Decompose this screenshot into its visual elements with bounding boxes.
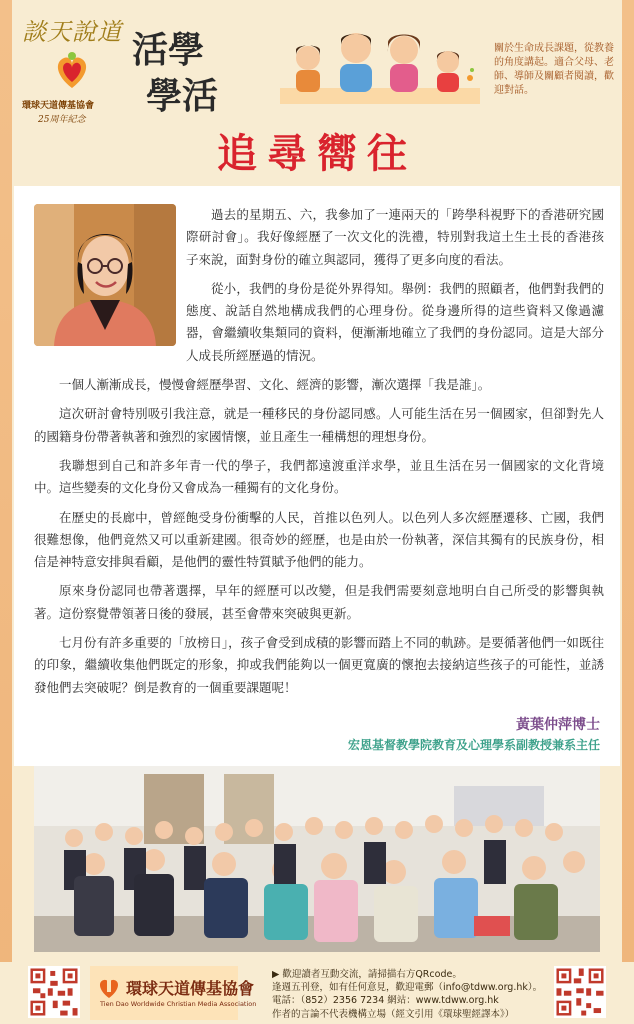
anniversary-emblem-icon [50, 48, 94, 92]
photo-spacer [34, 204, 186, 360]
footer-contact-info [272, 968, 552, 1021]
intro-note: 關於生命成長課題，從教養的角度講起。適合父母、老師、導師及關顧者閱讀，歡迎對話。 [494, 43, 614, 96]
family-illustration-icon [280, 18, 480, 104]
column-title [132, 18, 282, 118]
paragraph: 我聯想到自己和許多年青一代的學子，我們都遠渡重洋求學，並且生活在另一個國家的文化背境中。這些變奏的文化身份又會成為一種獨有的文化身份。 [34, 457, 604, 496]
header-org-name: 環球天道傳基協會 [22, 101, 95, 111]
footer-line: 逢週五刊登，如有任何意見，歡迎電郵（info@tdww.org.hk）。 [272, 982, 543, 994]
footer-org-name-en: Tien Dao Worldwide Christian Media Association [100, 1000, 257, 1008]
footer-org-name: 環球天道傳基協會 [126, 979, 255, 998]
column-title-line1: 活學 [132, 29, 205, 71]
group-photo [34, 766, 600, 952]
author-title: 宏恩基督教學院教育及心理學系副教授兼系主任 [347, 738, 600, 752]
author-name: 黃葉仲萍博士 [516, 717, 600, 733]
paragraph: 一個人漸漸成長，慢慢會經歷學習、文化、經濟的影響，漸次選擇「我是誰」。 [59, 377, 491, 393]
qr-code-icon[interactable] [554, 966, 606, 1018]
article-headline: 追尋嚮往 [217, 130, 417, 177]
footer-line: ▶ 歡迎讀者互動交流，請掃描右方QRcode。 [272, 969, 462, 980]
paragraph: 原來身份認同也帶著選擇，早年的經歷可以改變，但是我們需要刻意地明白自己所受的影響與執著。這份察覺帶領著日後的發展，甚至會帶來突破與更新。 [34, 583, 604, 621]
paragraph: 這次研討會特別吸引我注意，就是一種移民的身份認同感。人可能生活在另一個國家，但卻對先人的國籍身份帶著執著和強烈的家國情懷，並且產生一種構想的理想身份。 [34, 406, 604, 444]
column-title-line2: 學活 [146, 75, 219, 117]
paragraph: 七月份有許多重要的「放榜日」，孩子會受到成積的影響而踏上不同的軌跡。是要循著他們一如既往的印象，繼續收集他們既定的形象，抑或我們能夠以一個更寬廣的懷抱去接納這些孩子的可能性，並誘發他們去突破呢？倒是教育的一個重要課題呢！ [34, 635, 604, 695]
series-name: 談天說道 [22, 18, 122, 46]
paragraph: 在歷史的長廊中，曾經飽受身份衝擊的人民，首推以色列人。以色列人多次經歷遷移、亡國，我們很難想像，他們竟然又可以重新建國。很奇妙的經歷，也是由於一份執著，深信其獨有的民族身份，相信是神特意安排與看顧，是他們的靈性特質賦予他們的能力。 [34, 509, 604, 570]
anniversary-label: 25周年紀念 [38, 115, 86, 125]
qr-code-icon[interactable] [28, 966, 80, 1018]
footer-line: 作者的言論不代表機構立場（經文引用《環球聖經譯本》） [272, 1008, 515, 1020]
article-body [34, 204, 604, 706]
paragraph: 過去的星期五、六，我參加了一連兩天的「跨學科視野下的香港研究國際研討會」。我好像經歷了一次文化的洗禮，特別對我這土生土長的香港孩子來說，面對身份的確立與認同，獲得了更多向度的看法。 [186, 207, 604, 267]
footer-line: 電話：（852）2356 7234 網站：www.tdww.org.hk [272, 995, 499, 1007]
org-logo-icon [96, 976, 122, 1000]
paragraph: 從小，我們的身份是從外界得知。舉例：我們的照顧者，他們對我們的態度、說話自然地構成我們的心理身份。從身邊所得的這些資料又像過濾器，會繼續收集類同的資料，便漸漸地確立了我們的身份認同。這是大部分人成長所經歷過的情況。 [186, 280, 604, 363]
